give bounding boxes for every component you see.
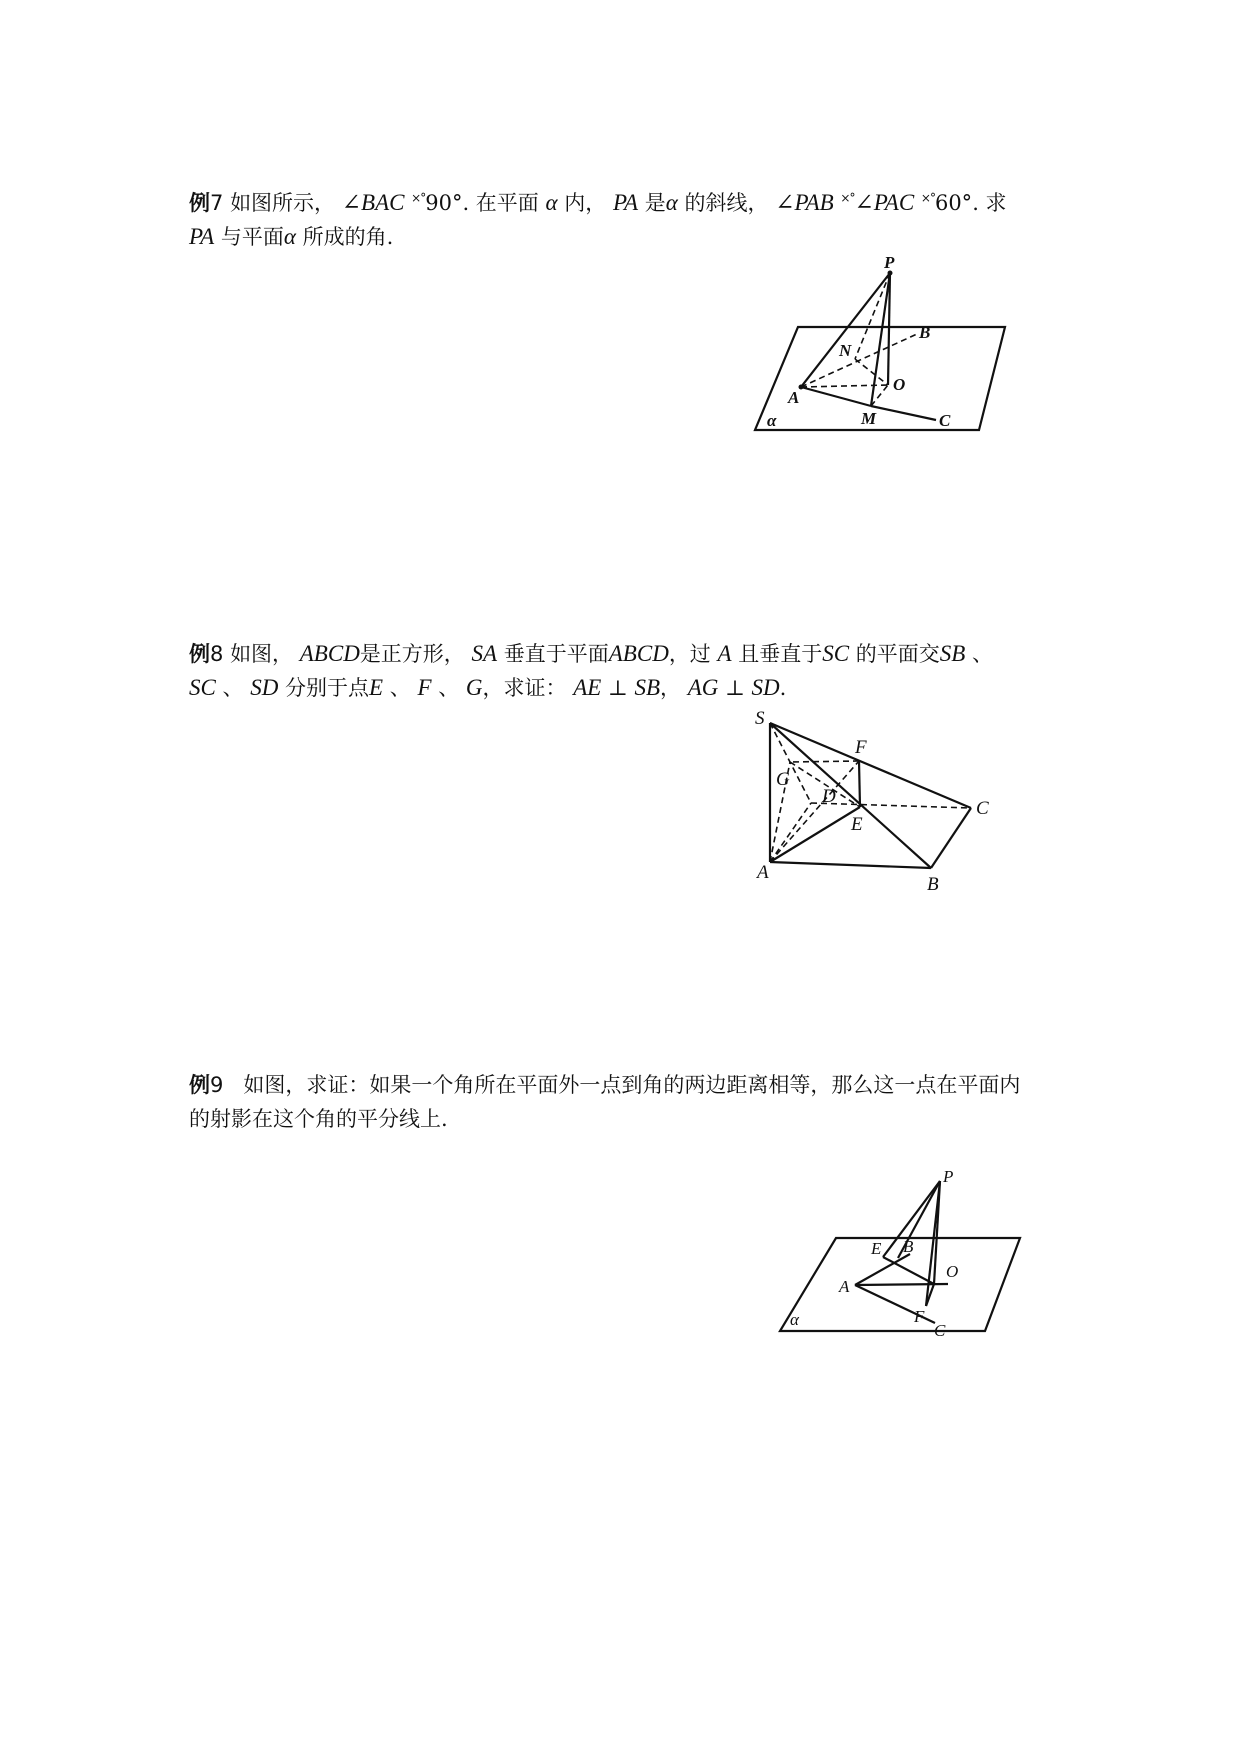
segment-ae bbox=[770, 807, 860, 862]
label-p: P bbox=[943, 1167, 954, 1186]
label-b: B bbox=[903, 1237, 914, 1256]
segment-fg bbox=[790, 761, 859, 762]
label-o: O bbox=[946, 1262, 959, 1281]
example-8-label: 例8 bbox=[189, 642, 224, 666]
segment-ao bbox=[801, 385, 888, 387]
label-p: P bbox=[884, 253, 895, 272]
segment-no bbox=[855, 359, 888, 385]
segment-eo bbox=[883, 1257, 934, 1284]
example-9-figure bbox=[780, 1167, 1025, 1340]
ray-ac bbox=[871, 406, 936, 420]
edge-sc bbox=[770, 723, 971, 808]
label-a: A bbox=[757, 862, 769, 883]
label-n: N bbox=[839, 341, 852, 360]
label-alpha: α bbox=[767, 411, 777, 430]
label-e: E bbox=[851, 814, 863, 835]
example-8-line-1: 例8 如图， ABCD是正方形， SA 垂直于平面ABCD，过 A 且垂直于SC 的平面交SB 、 bbox=[189, 641, 994, 666]
label-a: A bbox=[788, 388, 800, 407]
label-s: S bbox=[755, 708, 765, 729]
label-f: F bbox=[855, 737, 867, 758]
edge-am bbox=[801, 387, 871, 406]
label-c: C bbox=[934, 1321, 946, 1340]
example-9-line-2: 的射影在这个角的平分线上. bbox=[189, 1107, 448, 1131]
example-9-label: 例9 bbox=[189, 1073, 224, 1097]
example-7-line-2: PA 与平面α 所成的角. bbox=[189, 224, 394, 249]
label-alpha: α bbox=[790, 1310, 799, 1329]
label-e: E bbox=[871, 1239, 882, 1258]
example-9 bbox=[189, 1068, 1059, 1136]
example-8-figure bbox=[745, 708, 1005, 895]
label-m: M bbox=[861, 409, 877, 428]
label-b: B bbox=[919, 323, 931, 342]
example-8-line-2: SC 、 SD 分别于点E 、 F 、 G，求证： AE ⊥ SB， AG ⊥ SD. bbox=[189, 675, 787, 700]
edge-bc bbox=[931, 808, 971, 868]
label-d: D bbox=[822, 786, 836, 807]
example-7 bbox=[189, 181, 1059, 254]
example-7-label: 例7 bbox=[189, 191, 224, 215]
edge-ab bbox=[770, 862, 931, 868]
example-8 bbox=[189, 637, 1059, 705]
label-c: C bbox=[939, 411, 951, 430]
example-7-line-1: 例7 如图所示， ∠BAC ×°90°. 在平面 α 内， PA 是α 的斜线， ∠PAB ×°∠PAC ×°60°. 求 bbox=[189, 190, 1007, 215]
label-c: C bbox=[976, 798, 989, 819]
example-7-figure bbox=[755, 250, 1015, 440]
label-f: F bbox=[914, 1307, 925, 1326]
example-9-line-1: 例9 如图，求证：如果一个角所在平面外一点到角的两边距离相等，那么这一点在平面内 bbox=[189, 1073, 1021, 1097]
label-b: B bbox=[927, 874, 939, 895]
segment-ef bbox=[859, 761, 860, 807]
ray-ab bbox=[855, 1254, 910, 1285]
label-a: A bbox=[839, 1277, 850, 1296]
label-g: G bbox=[776, 769, 790, 790]
label-o: O bbox=[893, 375, 906, 394]
